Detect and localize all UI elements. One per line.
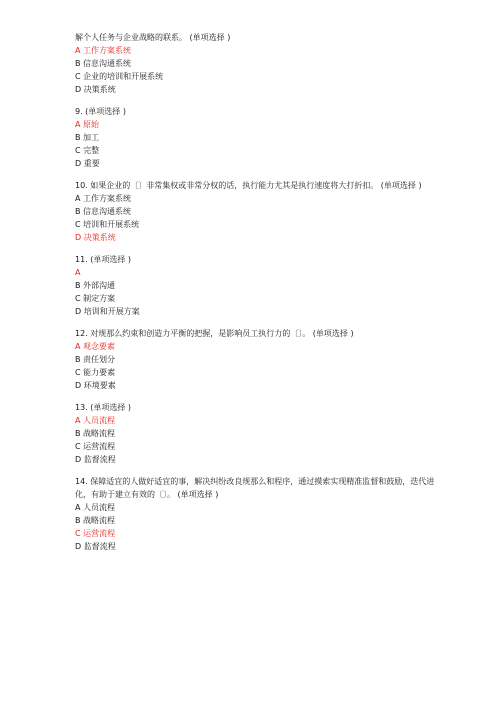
- option-d: D 决策系统: [75, 85, 116, 94]
- option-d: D 重要: [75, 159, 100, 168]
- option-c: C 运营流程: [75, 529, 116, 538]
- question-stem: 12. 对规那么约束和创造力平衡的把握，是影响员工执行力的〔〕。 (单项选择 ): [75, 329, 354, 338]
- option-b: B 信息沟通系统: [75, 207, 132, 216]
- option-b: B 加工: [75, 133, 100, 142]
- option-c: C 运营流程: [75, 442, 116, 451]
- option-a: A 工作方案系统: [75, 194, 132, 203]
- option-d: D 决策系统: [75, 233, 116, 242]
- option-d: D 监督流程: [75, 455, 116, 464]
- question-block: [75, 401, 435, 466]
- question-block: [75, 475, 435, 553]
- option-b: B 责任划分: [75, 355, 116, 364]
- question-stem: 9. (单项选择 ): [75, 107, 126, 116]
- document-page: [75, 31, 435, 553]
- option-b: B 战略流程: [75, 429, 116, 438]
- option-c: C 完整: [75, 146, 100, 155]
- option-d: D 培训和开展方案: [75, 307, 140, 316]
- option-a: A 观念要素: [75, 342, 116, 351]
- question-block: [75, 253, 435, 318]
- question-stem: 11. (单项选择 ): [75, 255, 132, 264]
- question-block: [75, 105, 435, 170]
- question-block: [75, 31, 435, 96]
- option-c: C 制定方案: [75, 294, 116, 303]
- question-block: [75, 327, 435, 392]
- option-a: A: [75, 268, 81, 277]
- question-stem: 13. (单项选择 ): [75, 403, 132, 412]
- option-a: A 原始: [75, 120, 100, 129]
- question-block: [75, 179, 435, 244]
- option-d: D 环境要素: [75, 381, 116, 390]
- option-d: D 监督流程: [75, 542, 116, 551]
- option-c: C 能力要素: [75, 368, 116, 377]
- option-c: C 培训和开展系统: [75, 220, 140, 229]
- option-a: A 人员流程: [75, 503, 116, 512]
- option-b: B 战略流程: [75, 516, 116, 525]
- question-stem: 10. 如果企业的〔〕非常集权或非常分权的话，执行能力尤其是执行速度将大打折扣。 (单项选择 ): [75, 181, 422, 190]
- question-stem: 14. 保障适宜的人做好适宜的事，解决纠纷改良规那么和程序，通过摸索实现精准监督和鼓励，迭代进化，有助于建立有效的〔〕。 (单项选择 ): [75, 477, 435, 499]
- option-a: A 人员流程: [75, 416, 116, 425]
- option-a: A 工作方案系统: [75, 46, 132, 55]
- option-b: B 外部沟通: [75, 281, 116, 290]
- question-stem: 解个人任务与企业战略的联系。 (单项选择 ): [75, 33, 231, 42]
- option-c: C 企业的培训和开展系统: [75, 72, 164, 81]
- option-b: B 信息沟通系统: [75, 59, 132, 68]
